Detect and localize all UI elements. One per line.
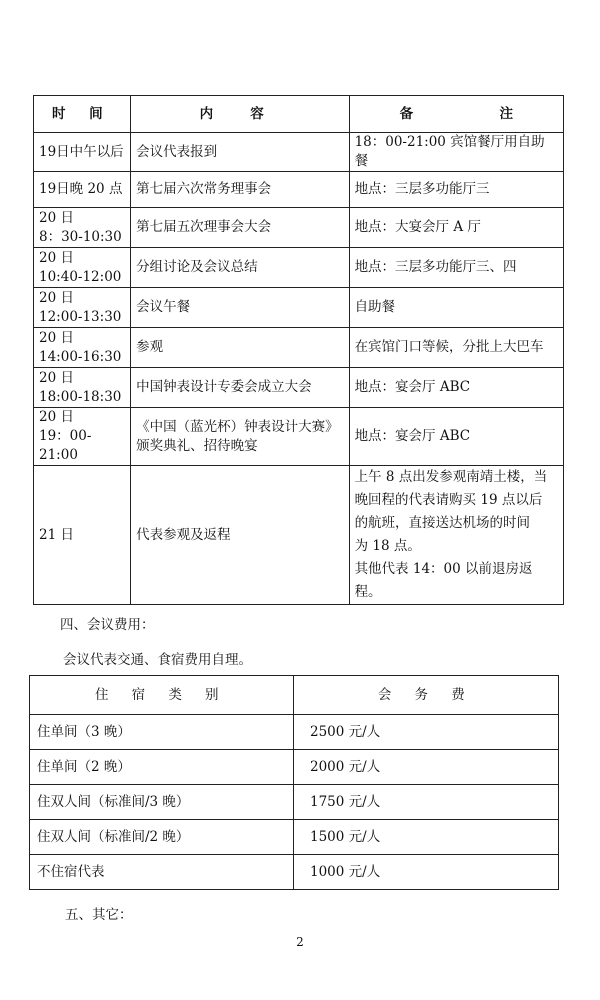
schedule-row [34, 408, 564, 466]
schedule-time: 20 日 19：00-21:00 [34, 408, 131, 466]
fee-amount: 1500 元/人 [294, 820, 559, 855]
fee-category: 住单间（2 晚） [30, 750, 294, 785]
fee-amount: 2000 元/人 [294, 750, 559, 785]
schedule-content: 第七届五次理事会大会 [131, 208, 349, 248]
schedule-time: 19日晚 20 点 [34, 172, 131, 208]
schedule-note: 地点：宴会厅 ABC [349, 368, 563, 408]
schedule-content: 会议代表报到 [131, 133, 349, 172]
header-time: 时 间 [34, 96, 131, 133]
fee-amount: 1750 元/人 [294, 785, 559, 820]
schedule-content: 《中国（蓝光杯）钟表设计大赛》 颁奖典礼、招待晚宴 [131, 408, 349, 466]
section-4-heading: 四、会议费用： [60, 617, 155, 633]
schedule-time: 20 日 12:00-13:30 [34, 288, 131, 328]
schedule-row [34, 368, 564, 408]
self-pay-note: 会议代表交通、食宿费用自理。 [63, 652, 252, 668]
schedule-note: 自助餐 [349, 288, 563, 328]
schedule-time: 20 日 18:00-18:30 [34, 368, 131, 408]
schedule-note: 上午 8 点出发参观南靖土楼，当 晚回程的代表请购买 19 点以后 的航班，直接送达机场的时间 为 18 点。 其他代表 14：00 以前退房返程。 [349, 466, 563, 605]
section-5-heading: 五、其它： [65, 907, 133, 923]
fee-row [30, 715, 559, 750]
schedule-row [34, 466, 564, 605]
schedule-note: 地点：大宴会厅 A 厅 [349, 208, 563, 248]
fee-table [29, 675, 559, 890]
fee-category: 不住宿代表 [30, 855, 294, 890]
schedule-time: 20 日 8：30-10:30 [34, 208, 131, 248]
fee-row [30, 785, 559, 820]
fee-amount: 1000 元/人 [294, 855, 559, 890]
schedule-content: 会议午餐 [131, 288, 349, 328]
fee-category: 住双人间（标准间/2 晚） [30, 820, 294, 855]
schedule-content: 分组讨论及会议总结 [131, 248, 349, 288]
schedule-note: 地点：三层多功能厅三、四 [349, 248, 563, 288]
schedule-time: 20 日 14:00-16:30 [34, 328, 131, 368]
fee-category: 住单间（3 晚） [30, 715, 294, 750]
schedule-row [34, 208, 564, 248]
schedule-row [34, 133, 564, 172]
schedule-table [33, 95, 564, 605]
schedule-note: 18：00-21:00 宾馆餐厅用自助餐 [349, 133, 563, 172]
schedule-content: 第七届六次常务理事会 [131, 172, 349, 208]
header-fee: 会 务 费 [294, 676, 559, 715]
schedule-row [34, 288, 564, 328]
schedule-row [34, 328, 564, 368]
fee-amount: 2500 元/人 [294, 715, 559, 750]
fee-row [30, 750, 559, 785]
schedule-note: 地点：三层多功能厅三 [349, 172, 563, 208]
schedule-note: 在宾馆门口等候，分批上大巴车 [349, 328, 563, 368]
header-content: 内 容 [131, 96, 349, 133]
schedule-content: 参观 [131, 328, 349, 368]
page-number: 2 [296, 935, 304, 949]
fee-row [30, 855, 559, 890]
schedule-row [34, 172, 564, 208]
fee-header-row [30, 676, 559, 715]
header-category: 住 宿 类 别 [30, 676, 294, 715]
schedule-time: 19日中午以后 [34, 133, 131, 172]
schedule-time: 21 日 [34, 466, 131, 605]
header-note: 备 注 [349, 96, 563, 133]
fee-category: 住双人间（标准间/3 晚） [30, 785, 294, 820]
schedule-content: 中国钟表设计专委会成立大会 [131, 368, 349, 408]
fee-row [30, 820, 559, 855]
schedule-row [34, 248, 564, 288]
schedule-content: 代表参观及返程 [131, 466, 349, 605]
schedule-note: 地点：宴会厅 ABC [349, 408, 563, 466]
schedule-header-row [34, 96, 564, 133]
schedule-time: 20 日 10:40-12:00 [34, 248, 131, 288]
